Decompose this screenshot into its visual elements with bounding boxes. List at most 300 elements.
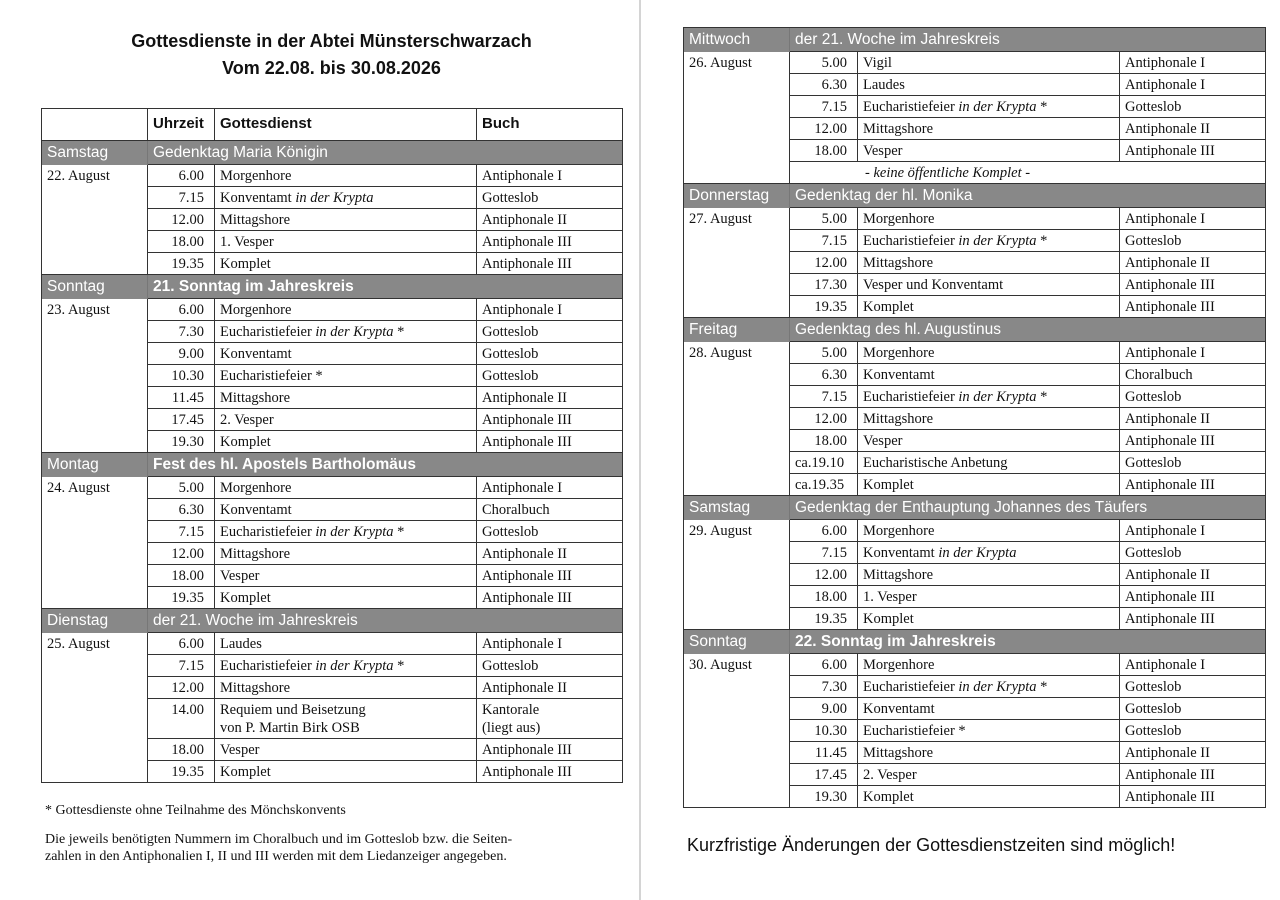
service-name [858, 742, 1120, 764]
service-book-text: Antiphonale II [1125, 567, 1210, 583]
service-time: 5.00 [790, 52, 858, 74]
service-row [684, 720, 1266, 742]
service-time: 7.15 [790, 386, 858, 408]
date-cell [684, 252, 790, 274]
service-name [858, 698, 1120, 720]
service-time: 6.00 [148, 165, 215, 187]
service-asterisk: * [1036, 233, 1048, 249]
service-name [858, 74, 1120, 96]
service-name-text: 1. Vesper [220, 234, 274, 250]
service-book-text: Antiphonale I [1125, 77, 1206, 93]
service-time: 7.30 [790, 676, 858, 698]
service-name [215, 633, 477, 655]
service-time: 6.00 [790, 654, 858, 676]
changes-notice: Kurzfristige Änderungen der Gottesdienstzeiten sind möglich! [687, 835, 1176, 855]
service-time: 7.15 [148, 521, 215, 543]
service-name-text: Morgenhore [863, 345, 935, 361]
date-cell [42, 761, 148, 783]
weekday-label: Sonntag [684, 630, 790, 654]
service-location: in der Krypta [311, 658, 394, 674]
service-row [684, 698, 1266, 720]
service-book [477, 409, 623, 431]
service-book-text: Antiphonale III [482, 434, 572, 450]
date-cell [684, 96, 790, 118]
service-name [215, 299, 477, 321]
service-row [42, 299, 623, 321]
date-cell [684, 586, 790, 608]
service-book-text: Antiphonale III [482, 256, 572, 272]
service-location: in der Krypta [954, 233, 1037, 249]
service-name [215, 343, 477, 365]
service-book-text: Antiphonale II [1125, 745, 1210, 761]
service-book-text: Antiphonale II [482, 680, 567, 696]
service-name-text: 1. Vesper [863, 589, 917, 605]
day-note: - keine öffentliche Komplet - [790, 162, 1266, 184]
service-name-text: Requiem und Beisetzung [220, 702, 366, 718]
service-time: 6.30 [790, 364, 858, 386]
service-book-text: Antiphonale II [482, 390, 567, 406]
date-cell [684, 386, 790, 408]
service-name [858, 118, 1120, 140]
day-occasion: Fest des hl. Apostels Bartholomäus [148, 453, 623, 477]
service-name-text: Morgenhore [220, 480, 292, 496]
service-time: 12.00 [148, 543, 215, 565]
service-name [215, 477, 477, 499]
service-name [215, 431, 477, 453]
service-time: 18.00 [790, 430, 858, 452]
service-time: 12.00 [148, 677, 215, 699]
day-header-row [684, 318, 1266, 342]
service-name [858, 96, 1120, 118]
service-book-text: Antiphonale III [1125, 767, 1215, 783]
service-time: 6.30 [148, 499, 215, 521]
service-time: 19.35 [148, 253, 215, 275]
service-name [858, 208, 1120, 230]
date-cell: 22. August [47, 167, 110, 184]
service-book [1120, 118, 1266, 140]
header-service: Gottesdienst [215, 109, 477, 141]
service-book-text: Gotteslob [482, 346, 539, 362]
service-book-text: Gotteslob [1125, 99, 1182, 115]
service-book [1120, 742, 1266, 764]
service-book [477, 633, 623, 655]
service-name-text: Komplet [220, 434, 271, 450]
service-book-text: Gotteslob [1125, 389, 1182, 405]
service-name [858, 252, 1120, 274]
service-name [215, 365, 477, 387]
service-book-text: Antiphonale I [482, 480, 563, 496]
service-row [42, 499, 623, 521]
service-name-text: Vesper [863, 433, 903, 449]
day-occasion: Gedenktag Maria Königin [148, 141, 623, 165]
service-name-text: Morgenhore [863, 211, 935, 227]
service-row [42, 739, 623, 761]
service-location: in der Krypta [291, 190, 374, 206]
date-cell [684, 786, 790, 808]
service-book [477, 587, 623, 609]
service-time: 12.00 [148, 209, 215, 231]
header-time: Uhrzeit [148, 109, 215, 141]
service-book [1120, 274, 1266, 296]
service-name [858, 140, 1120, 162]
service-time: 17.30 [790, 274, 858, 296]
service-row [42, 565, 623, 587]
service-name-text: Komplet [863, 299, 914, 315]
service-book-text: Gotteslob [482, 524, 539, 540]
header-book: Buch [477, 109, 623, 141]
service-row [42, 587, 623, 609]
date-cell [684, 676, 790, 698]
service-row [42, 633, 623, 655]
service-name-text: Morgenhore [220, 168, 292, 184]
date-cell [684, 608, 790, 630]
service-book-text: Choralbuch [482, 502, 550, 518]
service-time: 6.30 [790, 74, 858, 96]
service-name [858, 676, 1120, 698]
service-name-text: Mittagshore [863, 745, 934, 761]
service-book-line-2: (liegt aus) [482, 720, 541, 736]
service-book-text: Antiphonale I [1125, 211, 1206, 227]
right-page [683, 27, 1265, 856]
schedule-body-right [684, 28, 1266, 808]
service-book-text: Antiphonale I [1125, 523, 1206, 539]
service-time: 17.45 [148, 409, 215, 431]
service-name [215, 655, 477, 677]
service-time: ca.19.10 [790, 452, 858, 474]
service-book-text: Gotteslob [482, 368, 539, 384]
service-name-text: Mittagshore [863, 567, 934, 583]
date-cell [42, 343, 148, 365]
service-row [684, 296, 1266, 318]
weekday-label: Mittwoch [684, 28, 790, 52]
service-name [858, 786, 1120, 808]
service-book-text: Gotteslob [1125, 233, 1182, 249]
service-name-text: Vesper [863, 143, 903, 159]
service-name [858, 542, 1120, 564]
day-header-row [42, 453, 623, 477]
service-name-text: Eucharistiefeier [863, 233, 955, 249]
service-time: 19.35 [148, 761, 215, 783]
service-book-text: Antiphonale III [482, 764, 572, 780]
service-row [684, 140, 1266, 162]
service-row [684, 608, 1266, 630]
service-book-text: Antiphonale II [482, 212, 567, 228]
service-name-text: 2. Vesper [220, 412, 274, 428]
date-cell [42, 521, 148, 543]
service-book [1120, 586, 1266, 608]
day-occasion: der 21. Woche im Jahreskreis [790, 28, 1266, 52]
service-location: in der Krypta [311, 524, 394, 540]
service-book [1120, 698, 1266, 720]
service-name [215, 761, 477, 783]
service-time: 6.00 [148, 299, 215, 321]
service-time: 18.00 [148, 231, 215, 253]
service-row [42, 253, 623, 275]
date-cell [684, 408, 790, 430]
service-book [477, 477, 623, 499]
service-name-text: Eucharistiefeier * [220, 368, 323, 384]
service-name [215, 253, 477, 275]
service-name-text: Eucharistiefeier [863, 389, 955, 405]
service-time: 9.00 [790, 698, 858, 720]
service-name [858, 720, 1120, 742]
day-header-row [42, 609, 623, 633]
service-time: 5.00 [790, 208, 858, 230]
date-cell [42, 739, 148, 761]
service-name [858, 608, 1120, 630]
date-cell [42, 431, 148, 453]
service-book-text: Kantorale [482, 702, 540, 718]
day-header-row [684, 28, 1266, 52]
service-name-text: Mittagshore [863, 411, 934, 427]
day-occasion: 22. Sonntag im Jahreskreis [790, 630, 1266, 654]
service-book-text: Gotteslob [1125, 679, 1182, 695]
service-name-text: Komplet [863, 789, 914, 805]
service-row [42, 431, 623, 453]
service-row [684, 118, 1266, 140]
date-cell [42, 365, 148, 387]
day-header-row [684, 496, 1266, 520]
service-name-text: Mittagshore [220, 212, 291, 228]
service-name-text: Mittagshore [220, 390, 291, 406]
service-row [684, 452, 1266, 474]
service-row [42, 699, 623, 739]
service-time: 12.00 [790, 408, 858, 430]
date-cell [684, 720, 790, 742]
service-name [858, 364, 1120, 386]
date-cell [684, 74, 790, 96]
service-name-text: 2. Vesper [863, 767, 917, 783]
service-name-text: Komplet [863, 611, 914, 627]
service-book [1120, 364, 1266, 386]
service-time: 12.00 [790, 564, 858, 586]
service-book [1120, 474, 1266, 496]
day-occasion: der 21. Woche im Jahreskreis [148, 609, 623, 633]
service-time: 11.45 [790, 742, 858, 764]
service-name-text: Konventamt [863, 701, 935, 717]
service-time: 19.30 [148, 431, 215, 453]
service-book [1120, 74, 1266, 96]
service-book [477, 209, 623, 231]
service-asterisk: * [393, 324, 405, 340]
service-time: 18.00 [790, 586, 858, 608]
weekday-label: Samstag [42, 141, 148, 165]
service-book-text: Antiphonale II [482, 546, 567, 562]
service-book [477, 565, 623, 587]
service-row [42, 209, 623, 231]
service-time: 7.15 [148, 187, 215, 209]
date-cell [42, 187, 148, 209]
service-time: ca.19.35 [790, 474, 858, 496]
date-cell [42, 387, 148, 409]
date-cell [684, 452, 790, 474]
weekday-label: Sonntag [42, 275, 148, 299]
service-book [477, 299, 623, 321]
service-name-text: Laudes [863, 77, 905, 93]
service-time: 10.30 [148, 365, 215, 387]
service-location: in der Krypta [954, 389, 1037, 405]
service-name [215, 209, 477, 231]
service-row [684, 208, 1266, 230]
service-row [684, 474, 1266, 496]
service-time: 19.35 [790, 296, 858, 318]
service-row [684, 564, 1266, 586]
footnote-text [41, 831, 622, 865]
service-name [858, 342, 1120, 364]
service-book-text: Antiphonale III [1125, 143, 1215, 159]
service-row [684, 274, 1266, 296]
service-time: 19.35 [790, 608, 858, 630]
service-book-text: Gotteslob [482, 190, 539, 206]
service-location: in der Krypta [954, 679, 1037, 695]
service-name-text: Vesper und Konventamt [863, 277, 1004, 293]
service-time: 7.15 [790, 542, 858, 564]
service-book [1120, 654, 1266, 676]
service-row [684, 252, 1266, 274]
day-header-row [684, 630, 1266, 654]
service-book-text: Antiphonale III [482, 568, 572, 584]
service-asterisk: * [1036, 99, 1048, 115]
service-book [477, 187, 623, 209]
service-row [42, 231, 623, 253]
service-name [215, 499, 477, 521]
service-book-text: Choralbuch [1125, 367, 1193, 383]
service-book-text: Gotteslob [482, 324, 539, 340]
service-row [684, 386, 1266, 408]
service-time: 12.00 [790, 118, 858, 140]
date-cell: 24. August [47, 479, 110, 496]
service-book [477, 699, 623, 739]
service-book [477, 761, 623, 783]
service-book [477, 431, 623, 453]
date-cell: 27. August [689, 210, 752, 227]
date-cell: 29. August [689, 522, 752, 539]
service-name-text: Eucharistiefeier [863, 99, 955, 115]
service-row [684, 676, 1266, 698]
service-time: 9.00 [148, 343, 215, 365]
service-name [858, 564, 1120, 586]
service-row [684, 364, 1266, 386]
service-name [858, 52, 1120, 74]
day-occasion: Gedenktag der hl. Monika [790, 184, 1266, 208]
date-cell: 28. August [689, 344, 752, 361]
date-cell [684, 364, 790, 386]
service-name-text: Komplet [863, 477, 914, 493]
weekday-label: Freitag [684, 318, 790, 342]
date-cell [42, 655, 148, 677]
service-book [1120, 230, 1266, 252]
service-name [215, 587, 477, 609]
date-cell [684, 118, 790, 140]
service-row [42, 761, 623, 783]
service-time: 7.30 [148, 321, 215, 343]
service-book-text: Antiphonale III [1125, 789, 1215, 805]
service-book [477, 343, 623, 365]
service-book [1120, 386, 1266, 408]
footnote-asterisk: * Gottesdienste ohne Teilnahme des Mönchskonvents [45, 803, 346, 818]
weekday-label: Dienstag [42, 609, 148, 633]
service-name [858, 452, 1120, 474]
service-name-text: Vigil [863, 55, 892, 71]
service-time: 10.30 [790, 720, 858, 742]
service-time: 7.15 [148, 655, 215, 677]
service-row [684, 764, 1266, 786]
note-row [684, 162, 1266, 184]
service-name [858, 408, 1120, 430]
service-name-text: Konventamt [220, 346, 292, 362]
service-name [215, 521, 477, 543]
service-name-text: Mittagshore [863, 121, 934, 137]
service-name [858, 586, 1120, 608]
service-name [858, 520, 1120, 542]
service-book [1120, 786, 1266, 808]
service-name-text: Vesper [220, 742, 260, 758]
date-cell [42, 699, 148, 739]
service-time: 18.00 [148, 739, 215, 761]
service-name-text: Vesper [220, 568, 260, 584]
service-book [477, 521, 623, 543]
service-row [42, 321, 623, 343]
date-cell [684, 230, 790, 252]
service-book [477, 499, 623, 521]
service-book-text: Antiphonale II [1125, 121, 1210, 137]
service-book [1120, 676, 1266, 698]
service-asterisk: * [1036, 679, 1048, 695]
service-book-text: Antiphonale III [1125, 277, 1215, 293]
document-title [41, 28, 622, 82]
service-book-text: Antiphonale II [1125, 255, 1210, 271]
day-header-row [42, 275, 623, 299]
service-time: 6.00 [790, 520, 858, 542]
service-asterisk: * [393, 658, 405, 674]
service-row [42, 409, 623, 431]
service-row [684, 96, 1266, 118]
service-time: 5.00 [148, 477, 215, 499]
service-book-text: Antiphonale I [482, 636, 563, 652]
service-row [684, 74, 1266, 96]
service-row [42, 477, 623, 499]
service-time: 14.00 [148, 699, 215, 739]
service-book [477, 321, 623, 343]
service-name-text: Morgenhore [220, 302, 292, 318]
table-header-row [42, 109, 623, 141]
date-cell: 25. August [47, 635, 110, 652]
service-book-text: Antiphonale III [1125, 299, 1215, 315]
date-cell [684, 140, 790, 162]
service-name-text: Morgenhore [863, 523, 935, 539]
service-book [1120, 96, 1266, 118]
service-time: 18.00 [790, 140, 858, 162]
service-time: 6.00 [148, 633, 215, 655]
left-page [41, 28, 622, 865]
date-cell [684, 542, 790, 564]
service-book [477, 543, 623, 565]
service-row [684, 586, 1266, 608]
service-book [477, 253, 623, 275]
page-divider [639, 0, 641, 900]
service-name-text: Eucharistische Anbetung [863, 455, 1008, 471]
service-book-text: Gotteslob [482, 658, 539, 674]
service-name-text: Komplet [220, 256, 271, 272]
service-name-text: Konventamt [220, 502, 292, 518]
date-cell: 30. August [689, 656, 752, 673]
day-header-row [684, 184, 1266, 208]
service-name [858, 296, 1120, 318]
service-asterisk: * [393, 524, 405, 540]
service-name [215, 699, 477, 739]
service-name [858, 764, 1120, 786]
service-book-text: Antiphonale III [1125, 589, 1215, 605]
